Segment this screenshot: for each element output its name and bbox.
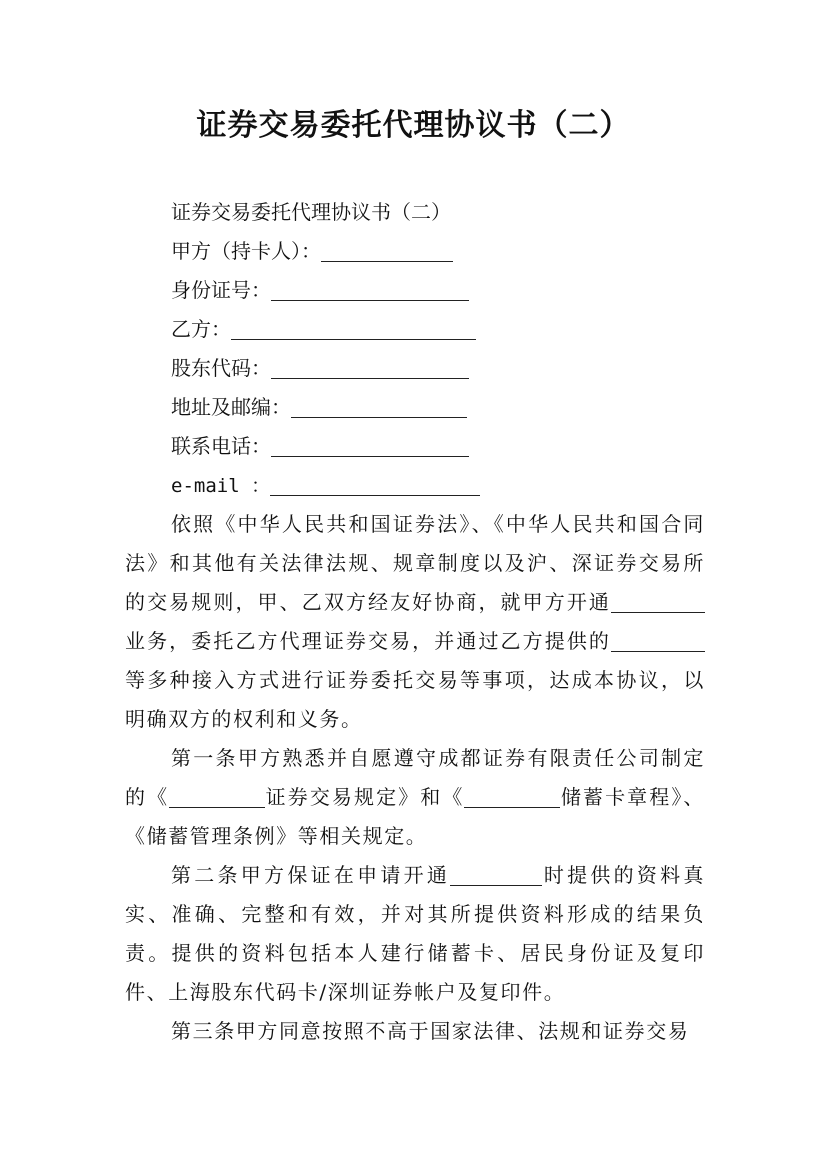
fill-blank bbox=[271, 432, 469, 457]
field-label: 地址及邮编： bbox=[171, 395, 291, 419]
paragraph-article-1: 第一条甲方熟悉并自愿遵守成都证券有限责任公司制定的《 证券交易规定》和《 储蓄卡章程》、《储蓄管理条例》等相关规定。 bbox=[125, 746, 706, 848]
document-subtitle: 证券交易委托代理协议书（二） bbox=[171, 200, 451, 224]
fill-blank bbox=[611, 588, 705, 613]
field-label: 身份证号： bbox=[171, 278, 271, 302]
fill-blank bbox=[270, 471, 480, 496]
fill-blank bbox=[321, 237, 453, 262]
fill-blank bbox=[611, 627, 705, 652]
paragraph-article-3: 第三条甲方同意按照不高于国家法律、法规和证券交易 bbox=[171, 1019, 690, 1043]
field-label: e-mail ： bbox=[171, 475, 271, 497]
field-label: 乙方： bbox=[171, 317, 231, 341]
paragraph-preamble: 依照《中华人民共和国证券法》、《中华人民共和国合同法》和其他有关法律法规、规章制度以及沪、深证券交易所的交易规则，甲、乙双方经友好协商，就甲方开通业务，委托乙方代理证券交易，并通过乙方提供的等多种接入方式进行证券委托交易等事项，达成本协议，以明确双方的权利和义务。 bbox=[125, 512, 705, 731]
field-label: 股东代码： bbox=[171, 356, 271, 380]
field-id-number bbox=[125, 271, 705, 310]
fill-blank bbox=[271, 354, 469, 379]
field-address bbox=[125, 388, 705, 427]
fill-blank bbox=[464, 783, 560, 808]
document-body bbox=[125, 193, 705, 1051]
field-party-b bbox=[125, 310, 705, 349]
field-label: 联系电话： bbox=[171, 434, 271, 458]
document-title: 证券交易委托代理协议书（二） bbox=[196, 108, 631, 143]
field-email bbox=[125, 466, 705, 505]
paragraph-article-2: 第二条甲方保证在申请开通 时提供的资料真实、准确、完整和有效，并对其所提供资料形成的结果负责。提供的资料包括本人建行储蓄卡、居民身份证及复印件、上海股东代码卡/深圳证券帐户及复印件。 bbox=[125, 863, 705, 1004]
fill-blank bbox=[271, 276, 469, 301]
field-party-a bbox=[125, 232, 705, 271]
field-phone bbox=[125, 427, 705, 466]
fill-blank bbox=[231, 315, 476, 340]
fill-blank bbox=[291, 393, 467, 418]
fill-blank bbox=[450, 861, 542, 886]
field-label: 甲方（持卡人）： bbox=[171, 239, 321, 263]
fill-blank bbox=[169, 783, 265, 808]
field-shareholder-code bbox=[125, 349, 705, 388]
